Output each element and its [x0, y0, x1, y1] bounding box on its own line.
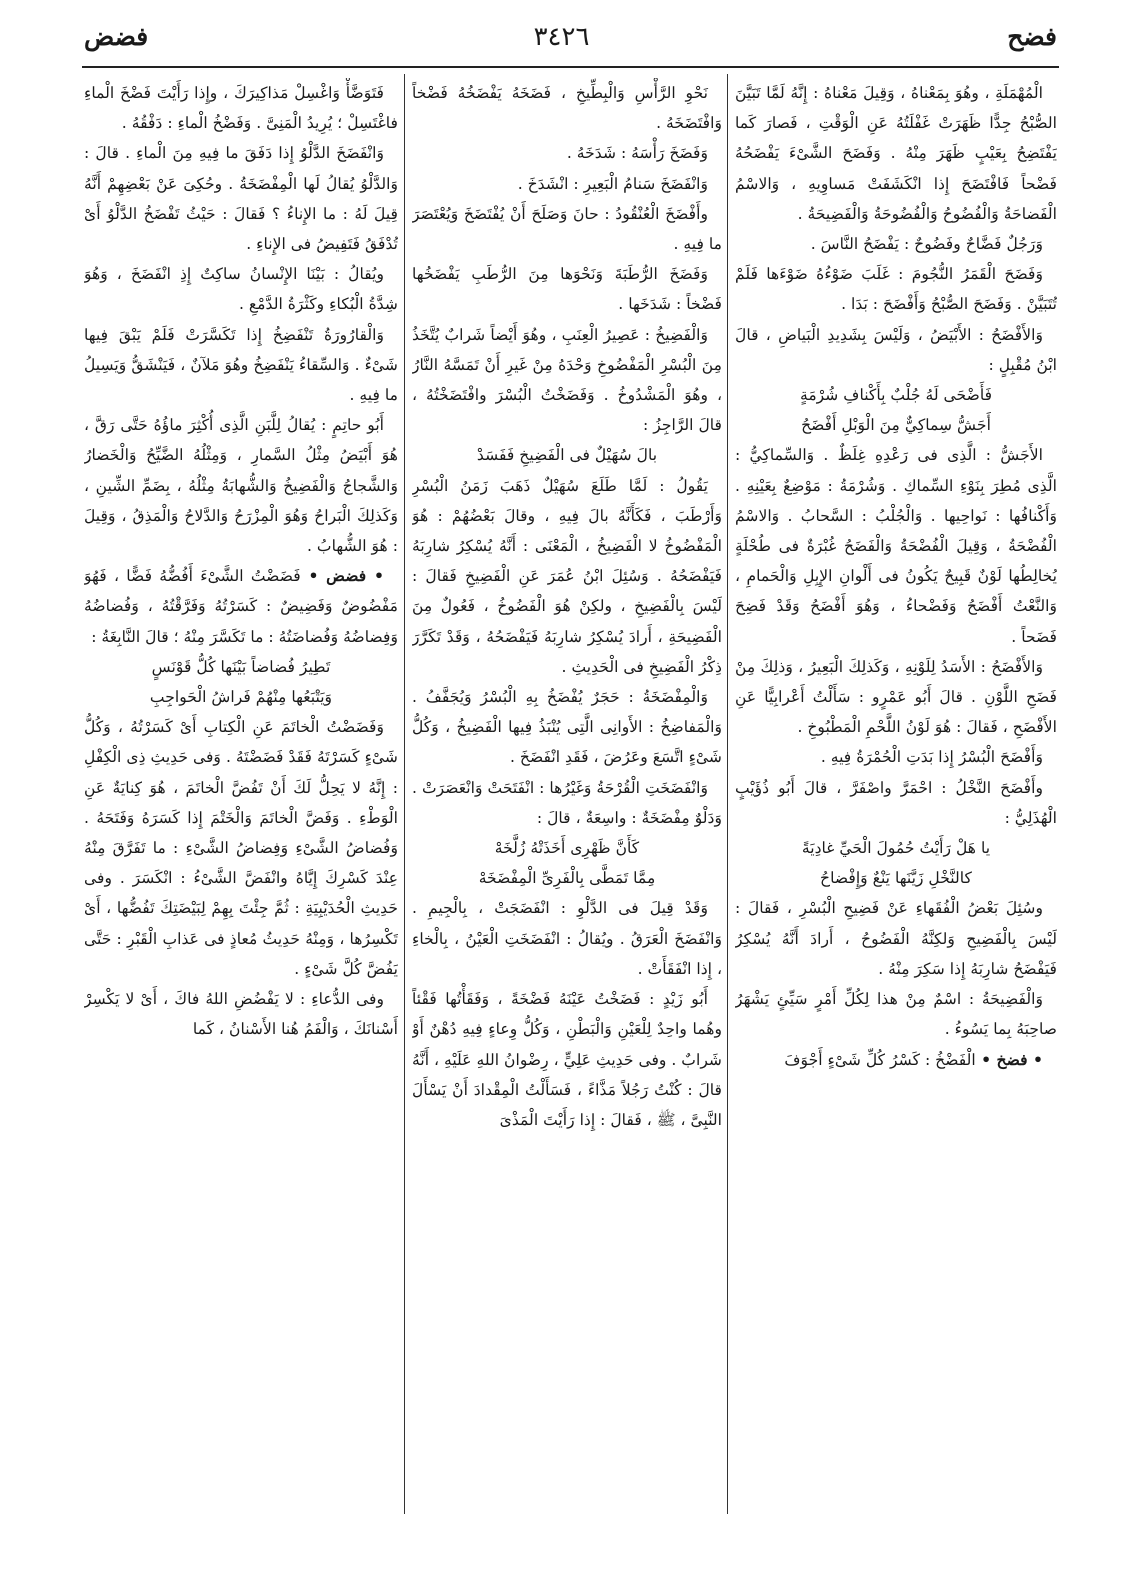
paragraph: نَحْوِ الرَّأْسِ وَالْبِطِّيخِ ، فَضَخَهُ يَفْضَخُهُ فَضْخاً وَافْتَضَخَهُ .	[412, 84, 722, 133]
entry-separator: •	[975, 1049, 997, 1069]
paragraph: أَبُو زَيْدٍ : فَضَخْتُ عَيْنَهُ فَضْخَةً ، وَفَقَأْتُها فَقْئاً وهُما واحِدٌ لِلْعَيْنِ وَالْبَطْنِ ، وَكُلُّ وِعاءٍ فِيهِ دُهْنٌ أَوْ شَرابٌ . وفى حَدِيثِ عَلِيٍّ ، رِضْوانُ اللهِ عَلَيْهِ ، أَنَّهُ قالَ : كُنْتُ رَجُلاً مَذَّاءً ، فَسَأَلْتُ الْمِقْدادَ أَنْ يَسْأَلَ النَّبِىَّ ، ﷺ ، فَقالَ : إِذا رَأَيْتَ الْمَذْىَ	[412, 990, 722, 1129]
paragraph: وَفَضَخَ الرُّطَبَةَ وَنَحْوَها مِنَ الرُّطَبِ يَفْضَخُها فَضْخاً : شَدَخَها .	[412, 265, 722, 314]
paragraph: وَأَفْضَحَ الْبُسْرُ إِذا بَدَتِ الْحُمْرَةُ فِيهِ .	[820, 748, 1043, 767]
paragraph: وَفَضَضْتُ الْخاتَمَ عَنِ الْكِتابِ أَىْ كَسَرْتُهُ ، وَكُلُّ شَىْءٍ كَسَرْتَهُ فَقَدْ فَضَضْتَهُ . وَفى حَدِيثِ ذِى الْكِفْلِ : إِنَّهُ لا يَحِلُّ لَكَ أَنْ تَفُضَّ الْخاتَمَ ، هُوَ كِنايَةٌ عَنِ الْوَطْءِ . وَفَضَّ الْخاتَمَ وَالْخَتْمَ إِذا كَسَرَهُ وَفَتَحَهُ . وَفُضاضُ الشَّىْءِ وَفِضاضُ الشَّىْءِ : ما تَفَرَّقَ مِنْهُ عِنْدَ كَسْرِكَ إِيَّاهُ وانْفَضَّ الشَّىْءُ : انْكَسَرَ . وفى حَدِيثِ الْحُدَيْبِيَةِ : ثُمَّ جِئْتَ بِهِمْ لِبَيْضَتِكَ تَفُضُّها ، أَىْ تَكْسِرُها ، وَمِنْهُ حَدِيثُ مُعاذٍ فى عَذابِ الْقَبْرِ : حَتَّى يَفُضَّ كُلَّ شَىْءٍ .	[84, 718, 398, 978]
verse-line: مِمَّا تَمَطَّى بِالْفَرِىِّ الْمِفْضَخَهْ	[478, 869, 656, 888]
paragraph: وَالْفَضِيخُ : عَصِيرُ الْعِنَبِ ، وهُوَ أَيْضاً شَرابٌ يُتَّخَذُ مِنَ الْبُسْرِ الْمَفْضُوخِ وَحْدَهُ مِنْ غَيرِ أَنْ تَمَسَّهُ النَّارُ ، وهُوَ الْمَشْدُوخُ . وَفَضَخْتُ الْبُسْرَ وافْتَضَخْتُهُ ، قالَ الرَّاجِزُ :	[412, 325, 722, 435]
column-middle	[412, 78, 722, 1518]
paragraph: وسُئِلَ بَعْضُ الْفُقَهاءِ عَنْ فَضِيحِ الْبُسْرِ ، فَقالَ : لَيْسَ بِالْفَضِيحِ وَلكِنَّهُ الْفَضُوحُ ، أَرادَ أَنَّهُ يُسْكِرُ فَيَفْضَحُ شارِبَهُ إِذا سَكِرَ مِنْهُ .	[735, 899, 1057, 978]
paragraph: وَفَضَحَ الْقَمَرُ النُّجُومَ : غَلَبَ ضَوْءُهُ ضَوْءَها فَلَمْ تُتَبَيَّنْ . وَفَضَحَ الصُّبْحُ وَأَفْضَحَ : بَدَا .	[735, 265, 1057, 314]
column-right	[735, 78, 1057, 1518]
verse-line: يا هَلْ رَأَيْتُ حُمُولَ الْحَيِّ غادِيَةً	[801, 839, 991, 858]
paragraph: أَبُو حاتِمٍ : يُقالُ لِلَّبَنِ الَّذِى أُكْثِرَ ماؤُهُ حَتَّى رَقَّ ، هُوَ أَبْيَضُ مِثْلُ السَّمارِ ، وَمِثْلُهُ الضَّيِّحُ وَالْخَضارُ وَالشَّجاجُ وَالْفَضِيخُ وَالشُّهابَةُ مِثْلُهُ ، بِضَمِّ الشِّينِ ، وَكَذلِكَ الْبَراحُ وَهُوَ الْمِزْرَحُ وَالدَّلاحُ وَالْمَذِقُ ، وَقِيلَ : هُوَ الشُّهابُ .	[84, 416, 398, 556]
verse-line: أَجَشُّ سِماكِيٌّ مِنَ الْوَبْلِ أَفْضَحُ	[801, 416, 991, 435]
paragraph: وَفَضَخَ رَأْسَهُ : شَدَخَهُ .	[566, 144, 708, 163]
entry-headword: فضض	[326, 566, 367, 586]
paragraph: ويُقالُ : بَيْنَا الإِنْسانُ ساكِتٌ إِذِ انْفَضَخَ ، وَهُوَ شِدَّةُ الْبُكاءِ وكَثْرَةُ الدَّمْعِ .	[84, 265, 398, 314]
paragraph: وَالْفَضِيحَةُ : اسْمٌ مِنْ هذا لِكُلِّ أَمْرٍ سَيِّئٍ يَشْهَرُ صاحِبَهُ بِما يَسُوءُ .	[735, 990, 1057, 1039]
paragraph: وأَفْضَخَ الْعُنْقُودُ : حانَ وَصَلَحَ أَنْ يُفْتَضَخَ وَيُعْتَصَرَ ما فِيهِ .	[412, 204, 722, 254]
verse-line: كَأَنَّ ظَهْرِى أَخَذَتْهُ زُلَّخَهْ	[494, 839, 640, 858]
header-left-headword: فضض	[84, 22, 149, 51]
verse-line: بالَ سُهَيْلٌ فى الْفَضِيخِ فَفَسَدْ	[476, 446, 658, 465]
paragraph: وَالْمِفْضَخَةُ : حَجَرٌ يُفْضَخُ بِهِ الْبُسْرُ وَيُجَفَّفُ . وَالْمَفاضِخُ : الأَوانِى الَّتِى يُنْبَذُ فِيها الْفَضِيخُ ، وَكُلُّ شَىْءٍ اتَّسَعَ وعَرُضَ ، فَقَدِ انْفَضَخَ .	[412, 688, 722, 767]
page-number: ٣٤٢٦	[533, 22, 590, 52]
paragraph: وَرَجُلٌ فَضَّاحٌ وفَضُوحٌ : يَفْضَحُ النَّاسَ .	[810, 235, 1043, 254]
paragraph: وَالأَفْضَحُ : الأَبْيَضُ ، وَلَيْسَ بِشَدِيدِ الْبَياضِ ، قالَ ابْنُ مُقْبِلٍ :	[735, 325, 1057, 374]
paragraph: وَانْفَضَخَ سَنامُ الْبَعِيرِ : انْشَدَخَ .	[517, 174, 708, 193]
paragraph: الأَجَشُّ : الَّذِى فى رَعْدِهِ غِلَظٌ . وَالسِّماكِيُّ : الَّذِى مُطِرَ بِنَوْءِ السِّماكِ . وَشُرْمَةُ : مَوْضِعٌ بِعَيْنِهِ . وَأَكْنافُها : نَواحِيها . وَالْجُلْبُ : السَّحابُ . وَالاسْمُ الْفُضْحَةُ ، وَقِيلَ الْفُضْحَةُ وَالْفَضَحُ غُبْرَةٌ فى طُحْلَةٍ يُخالِطُها لَوْنٌ قَبِيحٌ يَكُونُ فى أَلْوانِ الإِبِلِ وَالْحَمامِ ، وَالنَّعْتُ أَفْضَحُ وَفَضْحاءُ ، وَهُوَ أَفْضَحُ وَقَدْ فَضِحَ فَضَحاً .	[735, 446, 1057, 646]
entry-start	[735, 1045, 1057, 1075]
column-divider-right	[727, 74, 728, 1514]
verse-line: وَيَتْبَعُها مِنْهُمْ فَراشُ الْحَواجِبِ	[149, 688, 333, 707]
entry-headword: فضخ	[996, 1049, 1028, 1069]
paragraph: فَتَوَضَّأْ وَاغْسِلْ مَذاكِيرَكَ ، وإِذا رَأَيْتَ فَضْخَ الْماءِ فاغْتَسِلْ ؛ يُرِيدُ الْمَنِىَّ . وَفَضْخُ الْماءِ : دَفْقُهُ .	[84, 84, 398, 133]
entry-text: فَضَضْتُ الشَّىْءَ أَفُضُّهُ فَضًّا ، فَهُوَ مَفْضُوضٌ وَفَضِيضٌ : كَسَرْتُهُ وَفَرَّقْتُهُ ، وَفُضاضُهُ وَفِضاضُهُ وَفُضاضَتُهُ : ما تَكَسَّرَ مِنْهُ ؛ قالَ النَّابِغَةُ :	[84, 567, 398, 646]
entry-separator: •	[300, 566, 327, 586]
paragraph: وَانْفَضَخَتِ الْقُرْحَةُ وَغَيْرُها : انْفَتَحَتْ وَانْعَصَرَتْ . وَدَلْوٌ مِفْضَخَةٌ : واسِعَةٌ ، قالَ :	[412, 778, 722, 827]
entry-bullet: •	[1027, 1049, 1043, 1069]
verse-line: تَطِيرُ فُضاضاً بَيْنَها كُلُّ قَوْنَسٍ	[151, 657, 331, 676]
verse-line: كالنَّخْلِ زَيَّنَها يَنْعٌ وَإِفْضاحُ	[820, 869, 972, 888]
header-rule	[82, 66, 1059, 68]
entry-text: الْفَضْخُ : كَسْرُ كُلِّ شَىْءٍ أَجْوَفَ	[784, 1050, 976, 1069]
entry-bullet: •	[366, 566, 384, 586]
column-divider-left	[404, 74, 405, 1514]
entry-start	[84, 561, 398, 652]
paragraph: وَانْفَضَخَ الدَّلْوُ إِذا دَفَقَ ما فِيهِ مِنَ الْماءِ . قالَ : وَالدَّلْوُ يُقالُ لَها الْمِفْضَخَةُ . وحُكِىَ عَنْ بَعْضِهِمْ أَنَّهُ قِيلَ لَهُ : ما الإِناءُ ؟ فَقالَ : حَيْثُ تَفْضَخُ الدَّلْوُ أَىْ تُدْفَقُ فَتَفِيضُ فى الإِناءِ .	[84, 144, 398, 254]
paragraph: وَالْقارُورَةُ تَنْفَضِخُ إِذا تَكَسَّرَتْ فَلَمْ يَبْقَ فِيها شَىْءٌ . وَالسِّقاءُ يَنْفَضِخُ وهُوَ مَلآنٌ ، فَيَنْشَقُّ وَيَسِيلُ ما فِيهِ .	[84, 325, 398, 405]
paragraph: وَقَدْ قِيلَ فى الدَّلْوِ : انْفَضَجَتْ ، بِالْجِيمِ . وَانْفَضَخَ الْعَرَقُ . ويُقالُ : انْفَضَخَتِ الْعَيْنُ ، بِالْخاءِ ، إِذا انْفَقَأَتْ .	[412, 899, 722, 978]
paragraph: وأَفْضَحَ النَّخْلُ : احْمَرَّ واصْفَرَّ ، قالَ أَبُو ذُؤَيْبٍ الْهُذَلِيُّ :	[735, 778, 1057, 827]
header-right-headword: فضح	[1007, 22, 1057, 51]
paragraph: يَقُولُ : لَمَّا طَلَعَ سُهَيْلٌ ذَهَبَ زَمَنُ الْبُسْرِ وَأَرْطَبَ ، فَكَأَنَّهُ بالَ فِيهِ ، وقالَ بَعْضُهُمْ : هُوَ الْمَفْضُوخُ لا الْفَضِيخُ ، الْمَعْنَى : أَنَّهُ يُسْكِرُ شارِبَهُ فَيَفْضَحُهُ . وَسُئِلَ ابْنُ عُمَرَ عَنِ الْفَضِيخِ فَقالَ : لَيْسَ بِالْفَضِيخِ ، ولكِنْ هُوَ الْفَضُوخُ ، فَعُولٌ مِنَ الْفَضِيحَةِ ، أَرادَ يُسْكِرُ شارِبَهُ فَيَفْضَحُهُ ، وَقَدْ تَكَرَّرَ ذِكْرُ الْفَضِيخِ فى الْحَدِيثِ .	[412, 476, 722, 676]
paragraph: وفى الدُّعاءِ : لا يَفْضُضِ اللهُ فاكَ ، أَىْ لا يَكْسِرْ أَسْنانَكَ ، وَالْفَمُ هُنا الأَسْنانُ ، كَما	[84, 990, 398, 1039]
paragraph: الْمُهْمَلَةِ ، وهُوَ بِمَعْناهُ ، وَقِيلَ مَعْناهُ : إِنَّهُ لَمَّا تَبَيَّنَ الصُّبْحُ جِدًّا ظَهَرَتْ غَفْلَتُهُ عَنِ الْوَقْتِ ، فَصارَ كَما يَفْتَضِحُ بِعَيْبٍ ظَهَرَ مِنْهُ . وَفَضَحَ الشَّىْءَ يَفْضَحُهُ فَضْحاً فَافْتَضَحَ إِذا انْكَشَفَتْ مَساوِيهِ ، وَالاسْمُ الْفَضاحَةُ وَالْفُضُوحُ وَالْفُضُوحَةُ وَالْفَضِيحَةُ .	[735, 84, 1057, 223]
verse-line: فَأَضْحَى لَهُ جُلْبٌ بِأَكْنافِ شُرْمَةٍ	[799, 386, 993, 405]
column-left	[84, 78, 398, 1518]
paragraph: وَالأَفْضَحُ : الأَسَدُ لِلَوْنِهِ ، وَكَذلِكَ الْبَعِيرُ ، وَذلِكَ مِنْ فَضَحِ اللَّوْنِ . قالَ أَبُو عَمْرٍو : سَأَلْتُ أَعْرابِيًّا عَنِ الأَفْضَحِ ، فَقالَ : هُوَ لَوْنُ اللَّحْمِ الْمَطْبُوخِ .	[735, 657, 1057, 737]
